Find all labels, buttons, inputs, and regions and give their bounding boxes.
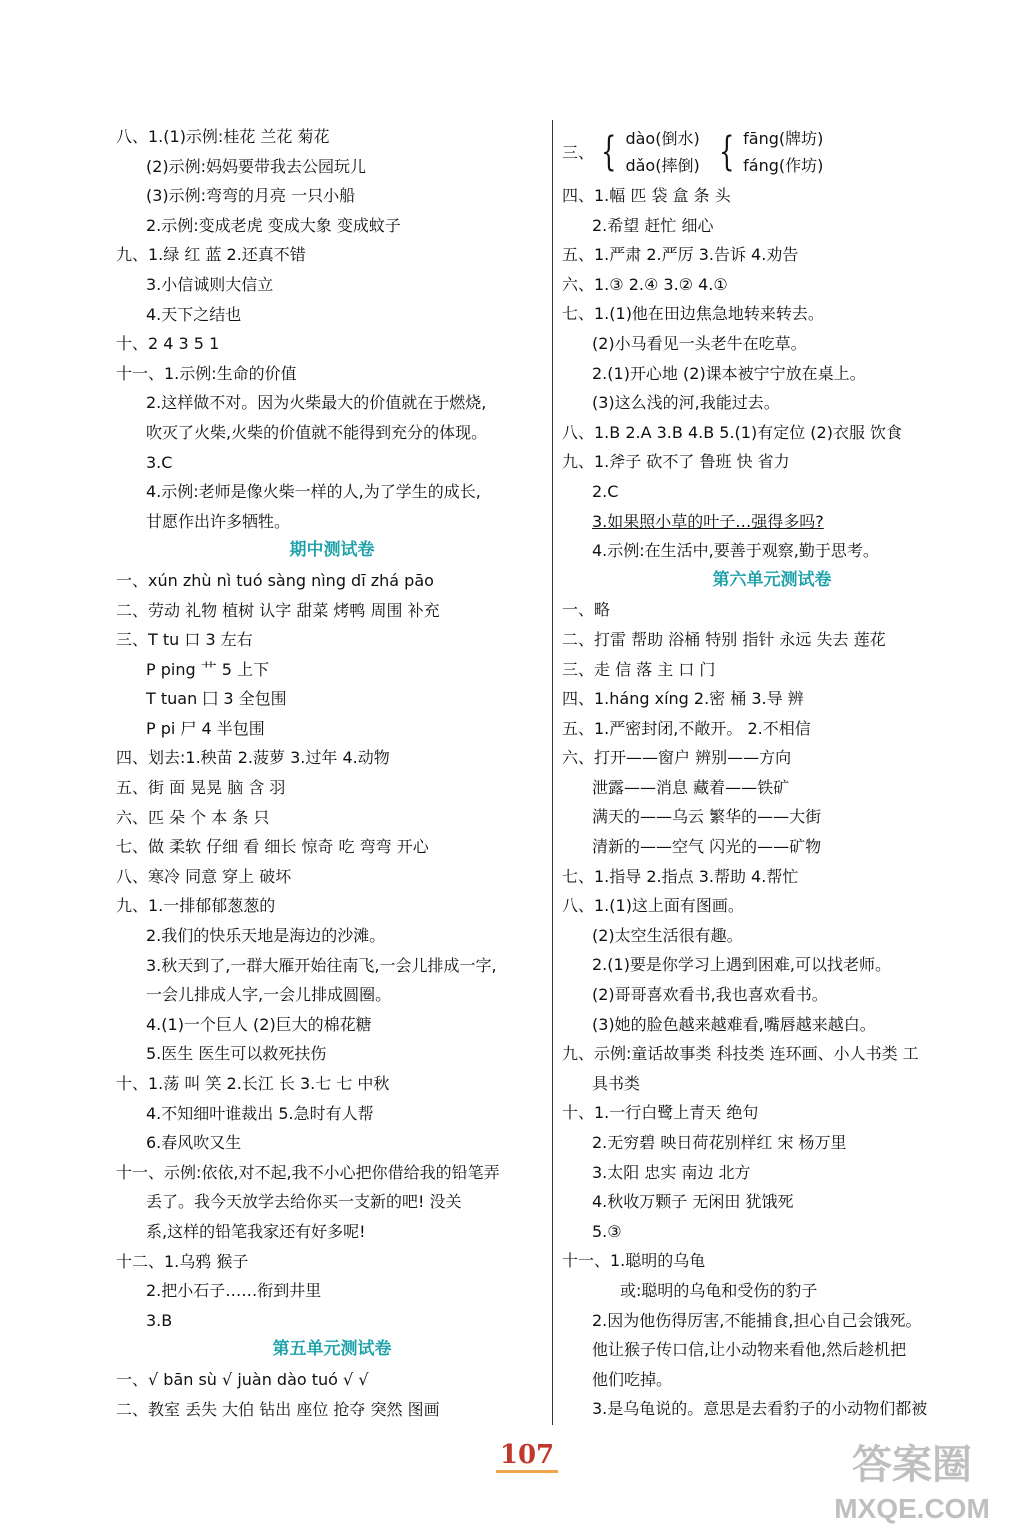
answer-line: 甘愿作出许多牺牲。 (146, 511, 291, 531)
answer-line: 一会儿排成人字,一会儿排成圆圈。 (146, 985, 392, 1005)
answer-line: P pi 尸 4 半包围 (146, 718, 265, 738)
answer-line: 二、劳动 礼物 植树 认字 甜菜 烤鸭 周围 补充 (116, 600, 440, 620)
watermark-bottom: MXQE.COM (834, 1493, 990, 1524)
answer-line: 3.太阳 忠实 南边 北方 (592, 1162, 751, 1182)
answer-line: 十、1.荡 叫 笑 2.长江 长 3.七 七 中秋 (116, 1074, 390, 1093)
answer-line: 6.春风吹又生 (146, 1133, 242, 1153)
brace-prefix: 三、 (562, 143, 595, 162)
answer-line: 4.秋收万颗子 无闲田 犹饿死 (592, 1192, 794, 1212)
answer-line: 吹灭了火柴,火柴的价值就不能得到充分的体现。 (146, 422, 488, 442)
brace-right-top: fāng(牌坊) (743, 128, 824, 148)
answer-line: 3.是乌龟说的。意思是去看豹子的小动物们都被 (592, 1399, 928, 1419)
section-title: 期中测试卷 (289, 540, 375, 561)
answer-line: (3)她的脸色越来越难看,嘴唇越来越白。 (592, 1014, 876, 1034)
right-column-lines (562, 181, 982, 1424)
answer-line: 十一、示例:依依,对不起,我不小心把你借给我的铅笔弄 (116, 1162, 500, 1182)
answer-line: 4.(1)一个巨人 (2)巨大的棉花糖 (146, 1014, 372, 1034)
brace-right-group (743, 125, 823, 179)
answer-line: 一、略 (562, 600, 611, 620)
answer-line: 三、T tu 口 3 左右 (116, 630, 253, 650)
answer-line: 七、做 柔软 仔细 看 细长 惊奇 吃 弯弯 开心 (116, 837, 429, 857)
answer-line: 六、打开——窗户 辨别——方向 (562, 748, 792, 768)
answer-line: (3)这么浅的河,我能过去。 (592, 393, 780, 413)
answer-line: 3.如果照小草的叶子…强得多吗? (592, 511, 824, 531)
answer-line: 5.③ (592, 1221, 622, 1241)
answer-line: 3.B (146, 1310, 173, 1330)
section-title: 第六单元测试卷 (712, 569, 832, 590)
answer-line: 十一、1.聪明的乌龟 (562, 1251, 706, 1271)
page-number-text: 107 (496, 1440, 558, 1473)
answer-line: 他们吃掉。 (592, 1369, 673, 1389)
brace-right-bottom: fáng(作坊) (743, 155, 824, 175)
answer-line: 2.无穷碧 映日荷花别样红 宋 杨万里 (592, 1133, 847, 1152)
answer-line: 3.C (146, 452, 173, 472)
left-brace-icon: { (718, 128, 735, 175)
answer-line: 3.秋天到了,一群大雁开始往南飞,一会儿排成一字, (146, 955, 497, 975)
watermark-logo (820, 1430, 1005, 1530)
answer-line: 八、1.(1)示例:桂花 兰花 菊花 (116, 127, 330, 146)
answer-line: 一、√ bān sù √ juàn dào tuó √ √ (116, 1369, 369, 1389)
answer-line: 4.示例:老师是像火柴一样的人,为了学生的成长, (146, 482, 481, 502)
answer-line: 五、1.严肃 2.严厉 3.告诉 4.劝告 (562, 245, 799, 265)
answer-line: 七、1.(1)他在田边焦急地转来转去。 (562, 304, 824, 324)
answer-line: 3.小信诚则大信立 (146, 274, 274, 294)
answer-line: 2.(1)开心地 (2)课本被宁宁放在桌上。 (592, 363, 866, 383)
answer-line: 五、街 面 晃晃 脑 含 羽 (116, 778, 286, 798)
answer-line: 二、教室 丢失 大伯 钻出 座位 抢夺 突然 图画 (116, 1399, 440, 1419)
answer-line: 系,这样的铅笔我家还有好多呢! (146, 1221, 366, 1241)
answer-line: 泄露——消息 藏着——铁矿 (592, 777, 790, 797)
answer-line: 4.天下之结也 (146, 304, 242, 324)
answer-line: 一、xún zhù nì tuó sàng nìng dī zhá pāo (116, 570, 434, 590)
answer-line: 丢了。我今天放学去给你买一支新的吧! 没关 (146, 1192, 462, 1212)
answer-line: 2.把小石子……衔到井里 (146, 1281, 322, 1301)
section-title: 第五单元测试卷 (272, 1339, 392, 1360)
answer-line: 5.医生 医生可以救死扶伤 (146, 1044, 327, 1064)
answer-line: P ping 艹 5 上下 (146, 659, 270, 679)
brace-item (562, 122, 982, 181)
answer-line: 他让猴子传口信,让小动物来看他,然后趁机把 (592, 1340, 907, 1360)
answer-line: 五、1.严密封闭,不敞开。 2.不相信 (562, 718, 811, 738)
answer-line: 2.这样做不对。因为火柴最大的价值就在于燃烧, (146, 393, 487, 413)
right-column (562, 122, 982, 1424)
answer-line: 2.因为他伤得厉害,不能捕食,担心自己会饿死。 (592, 1310, 922, 1330)
answer-line: 满天的——乌云 繁华的——大街 (592, 807, 822, 827)
answer-line: 八、1.B 2.A 3.B 4.B 5.(1)有定位 (2)衣服 饮食 (562, 422, 903, 442)
answer-line: (2)小马看见一头老牛在吃草。 (592, 333, 807, 353)
watermark-top: 答案圈 (852, 1443, 972, 1487)
answer-line: 或:聪明的乌龟和受伤的豹子 (620, 1280, 818, 1300)
answer-line: 六、匹 朵 个 本 条 只 (116, 807, 270, 827)
answer-line: 十二、1.乌鸦 猴子 (116, 1251, 249, 1271)
answer-line: 2.我们的快乐天地是海边的沙滩。 (146, 926, 386, 946)
answer-line: 4.示例:在生活中,要善于观察,勤于思考。 (592, 541, 879, 561)
answer-line: 八、1.(1)这上面有图画。 (562, 896, 744, 916)
answer-line: 2.希望 赶忙 细心 (592, 215, 714, 235)
answer-line: 六、1.③ 2.④ 3.② 4.① (562, 274, 728, 294)
answer-line: 八、寒冷 同意 穿上 破坏 (116, 866, 292, 886)
answer-line: 九、1.斧子 砍不了 鲁班 快 省力 (562, 452, 790, 472)
column-divider (552, 120, 553, 1425)
answer-line: (3)示例:弯弯的月亮 一只小船 (146, 186, 356, 206)
answer-line: (2)太空生活很有趣。 (592, 925, 743, 945)
answer-line: 2.(1)要是你学习上遇到困难,可以找老师。 (592, 955, 892, 975)
answer-line: 四、1.háng xíng 2.密 桶 3.导 辨 (562, 689, 804, 709)
answer-line: 二、打雷 帮助 浴桶 特别 指针 永远 失去 莲花 (562, 629, 886, 649)
left-brace-icon: { (601, 128, 617, 175)
answer-line: 九、1.一排郁郁葱葱的 (116, 896, 276, 916)
answer-line: 2.C (592, 481, 619, 501)
brace-left-group (625, 125, 699, 179)
answer-line: (2)示例:妈妈要带我去公园玩儿 (146, 156, 367, 176)
answer-line: 十、2 4 3 5 1 (116, 334, 220, 354)
brace-left-top: dào(倒水) (625, 128, 700, 148)
answer-line: 具书类 (592, 1073, 641, 1093)
answer-line: 四、1.幅 匹 袋 盒 条 头 (562, 186, 731, 205)
answer-line: 十、1.一行白鹭上青天 绝句 (562, 1103, 759, 1123)
page-number (487, 1440, 567, 1470)
left-column (116, 122, 548, 1424)
brace-left-bottom: dǎo(摔倒) (625, 155, 700, 175)
answer-line: 三、走 信 落 主 口 门 (562, 659, 716, 679)
answer-line: 2.示例:变成老虎 变成大象 变成蚊子 (146, 215, 401, 235)
answer-line: (2)哥哥喜欢看书,我也喜欢看书。 (592, 985, 828, 1005)
answer-line: 四、划去:1.秧苗 2.菠萝 3.过年 4.动物 (116, 748, 390, 768)
answer-line: 九、1.绿 红 蓝 2.还真不错 (116, 245, 306, 265)
answer-line: 十一、1.示例:生命的价值 (116, 363, 297, 383)
answer-line: 七、1.指导 2.指点 3.帮助 4.帮忙 (562, 866, 799, 886)
answer-line: 九、示例:童话故事类 科技类 连环画、小人书类 工 (562, 1044, 919, 1064)
answer-line: 4.不知细叶谁裁出 5.急时有人帮 (146, 1103, 374, 1123)
answer-line: 清新的——空气 闪光的——矿物 (592, 837, 822, 857)
answer-line: T tuan 囗 3 全包围 (146, 689, 287, 709)
